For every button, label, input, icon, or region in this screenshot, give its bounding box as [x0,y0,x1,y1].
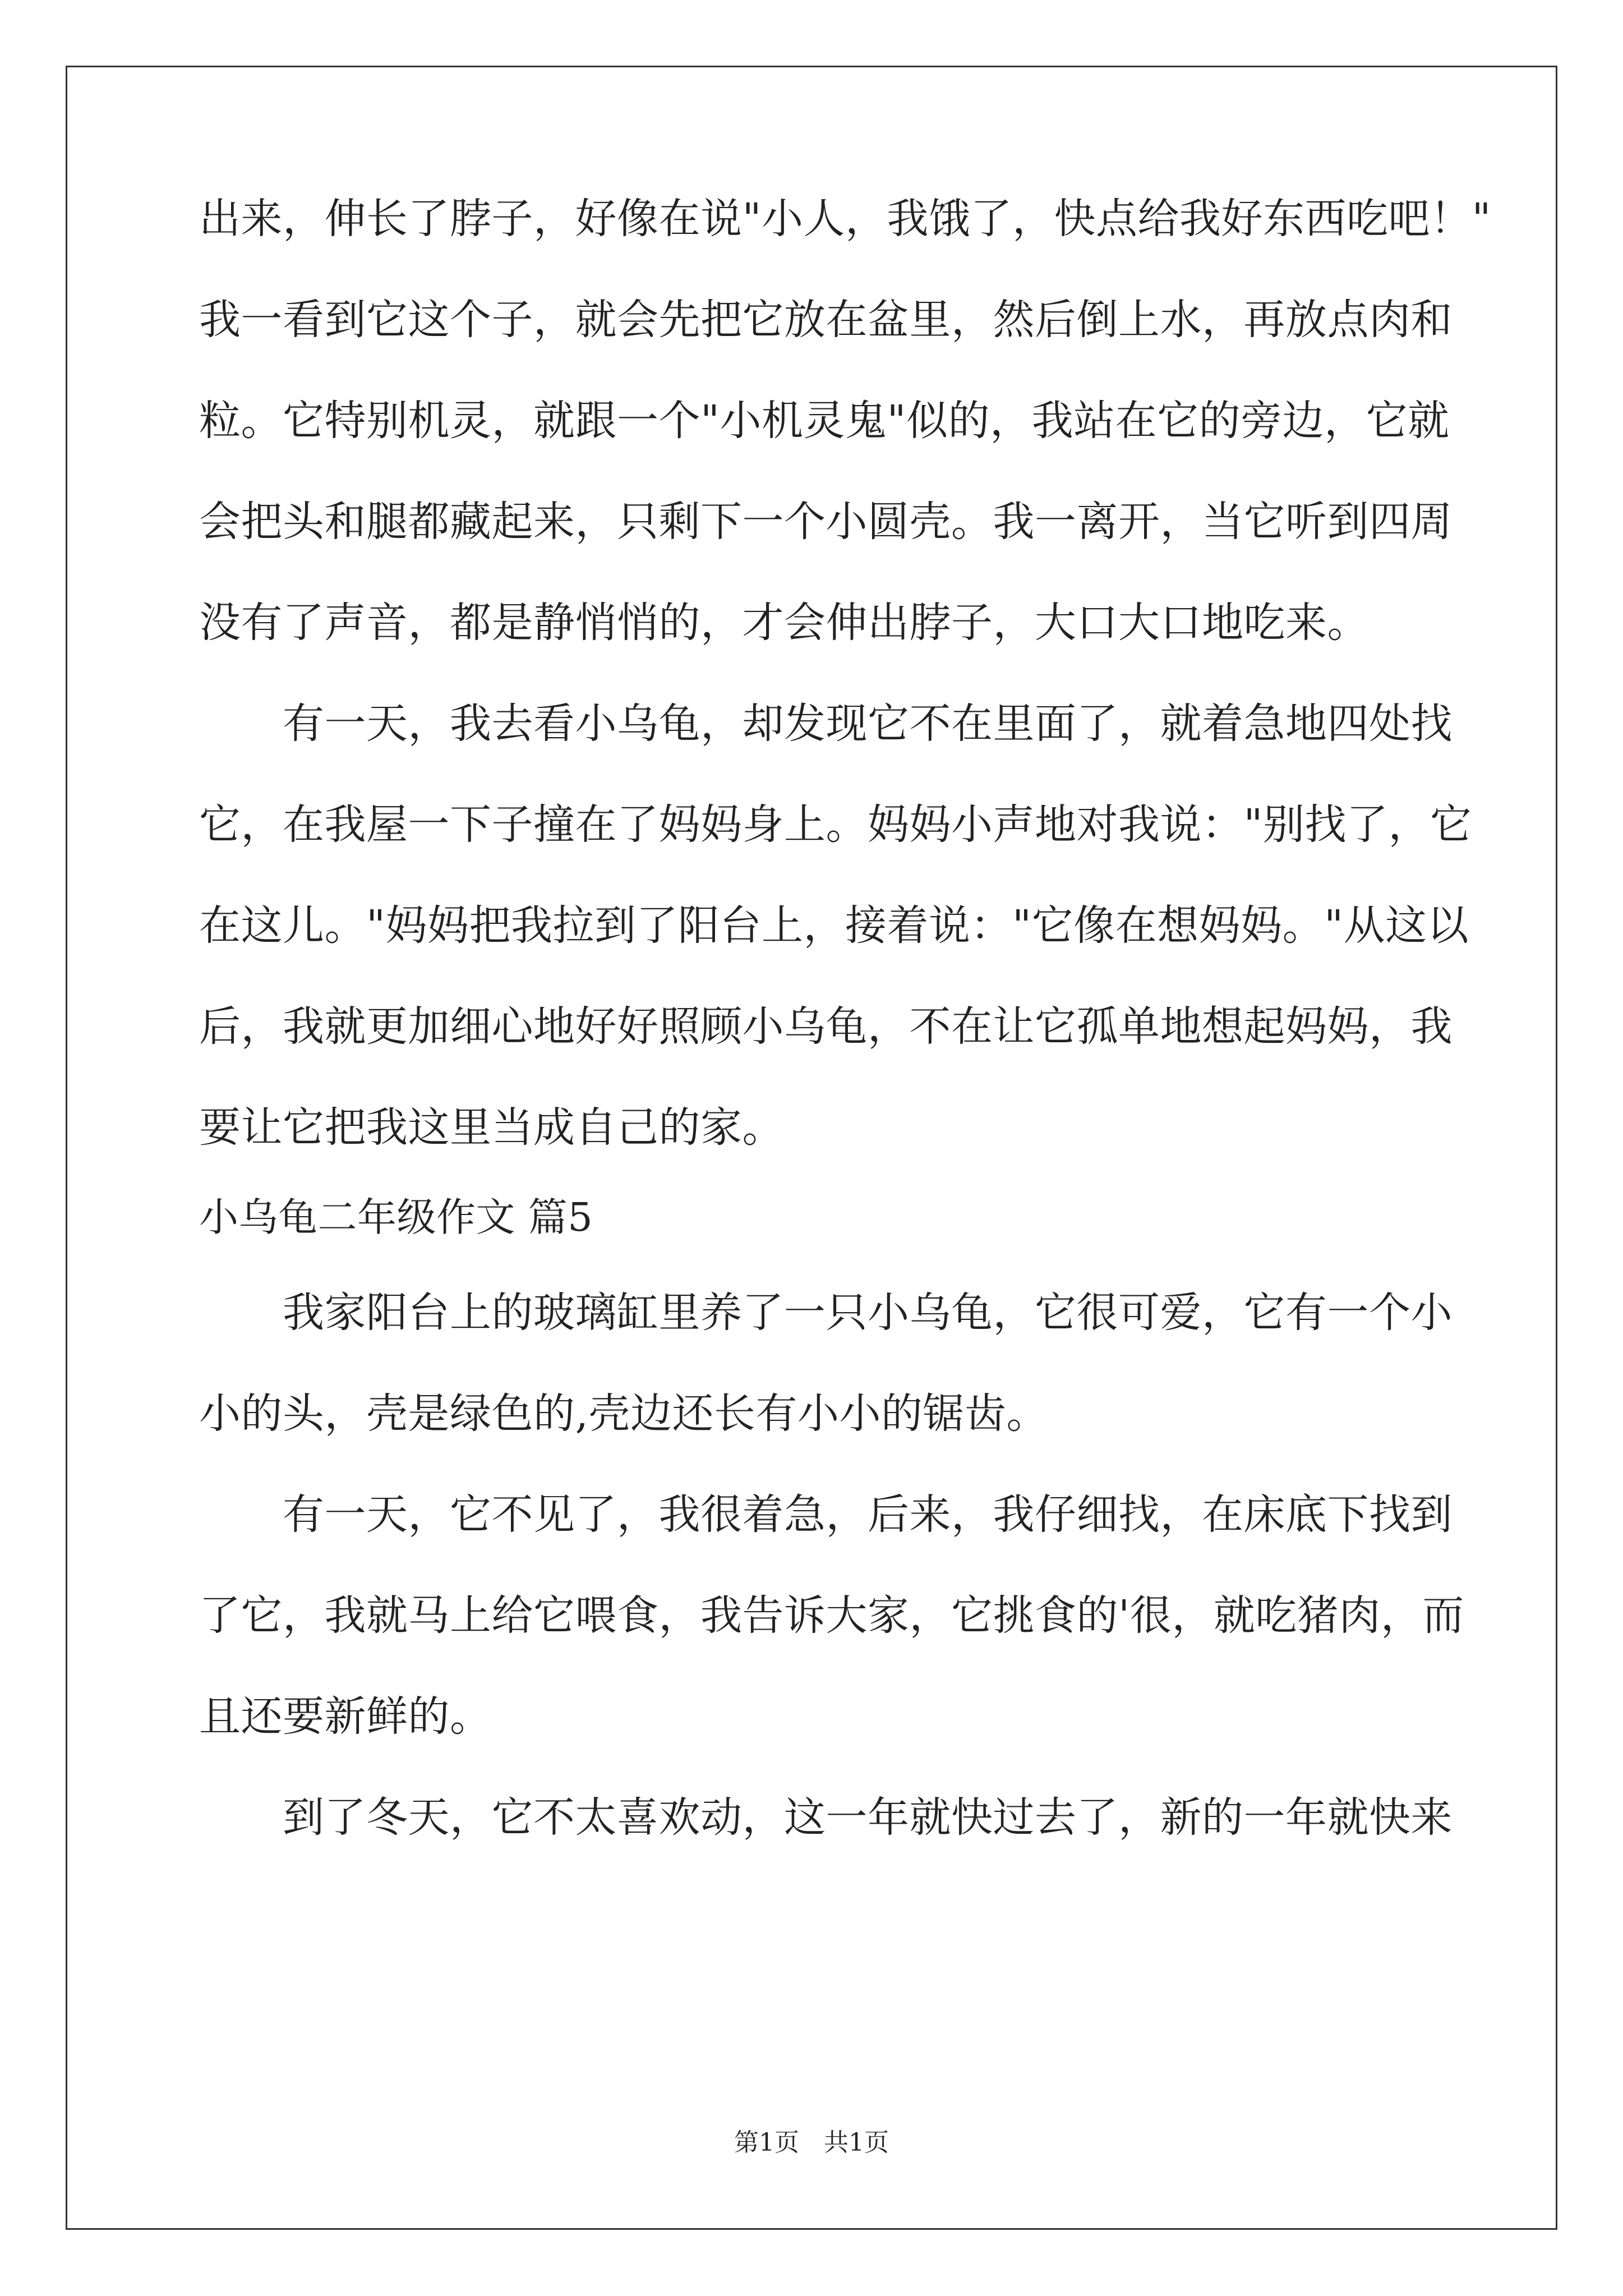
text-line: 且还要新鲜的。 [199,1692,492,1741]
paragraph-start-line: 有一天，我去看小乌龟，却发现它不在里面了，就着急地四处找 [199,700,1453,748]
paragraph-start-line: 有一天，它不见了，我很着急，后来，我仔细找，在床底下找到 [199,1490,1453,1539]
text-line: 在这儿。"妈妈把我拉到了阳台上，接着说："它像在想妈妈。"从这以 [199,901,1469,950]
text-line: 小的头，壳是绿色的,壳边还长有小小的锯齿。 [199,1389,1049,1438]
page-footer: 第1页 共1页 [734,2128,889,2157]
text-line: 我一看到它这个子，就会先把它放在盆里，然后倒上水，再放点肉和 [199,296,1453,344]
section-heading: 小乌龟二年级作文 篇5 [199,1194,593,1240]
text-line: 没有了声音，都是静悄悄的，才会伸出脖子，大口大口地吃来。 [199,599,1369,647]
text-line: 了它，我就马上给它喂食，我告诉大家，它挑食的'很，就吃猪肉，而 [199,1591,1464,1640]
paragraph-start-line: 到了冬天，它不太喜欢动，这一年就快过去了，新的一年就快来 [199,1793,1453,1842]
text-line: 出来，伸长了脖子，好像在说"小人，我饿了，快点给我好东西吃吧！" [199,195,1492,243]
text-line: 粒。它特别机灵，就跟一个"小机灵鬼"似的，我站在它的旁边，它就 [199,397,1450,445]
text-line: 要让它把我这里当成自己的家。 [199,1103,784,1152]
text-line: 它，在我屋一下子撞在了妈妈身上。妈妈小声地对我说："别找了，它 [199,800,1472,849]
paragraph-start-line: 我家阳台上的玻璃缸里养了一只小乌龟，它很可爱，它有一个小 [199,1289,1453,1337]
text-line: 会把头和腿都藏起来，只剩下一个小圆壳。我一离开，当它听到四周 [199,498,1453,546]
text-line: 后，我就更加细心地好好照顾小乌龟，不在让它孤单地想起妈妈，我 [199,1002,1453,1051]
